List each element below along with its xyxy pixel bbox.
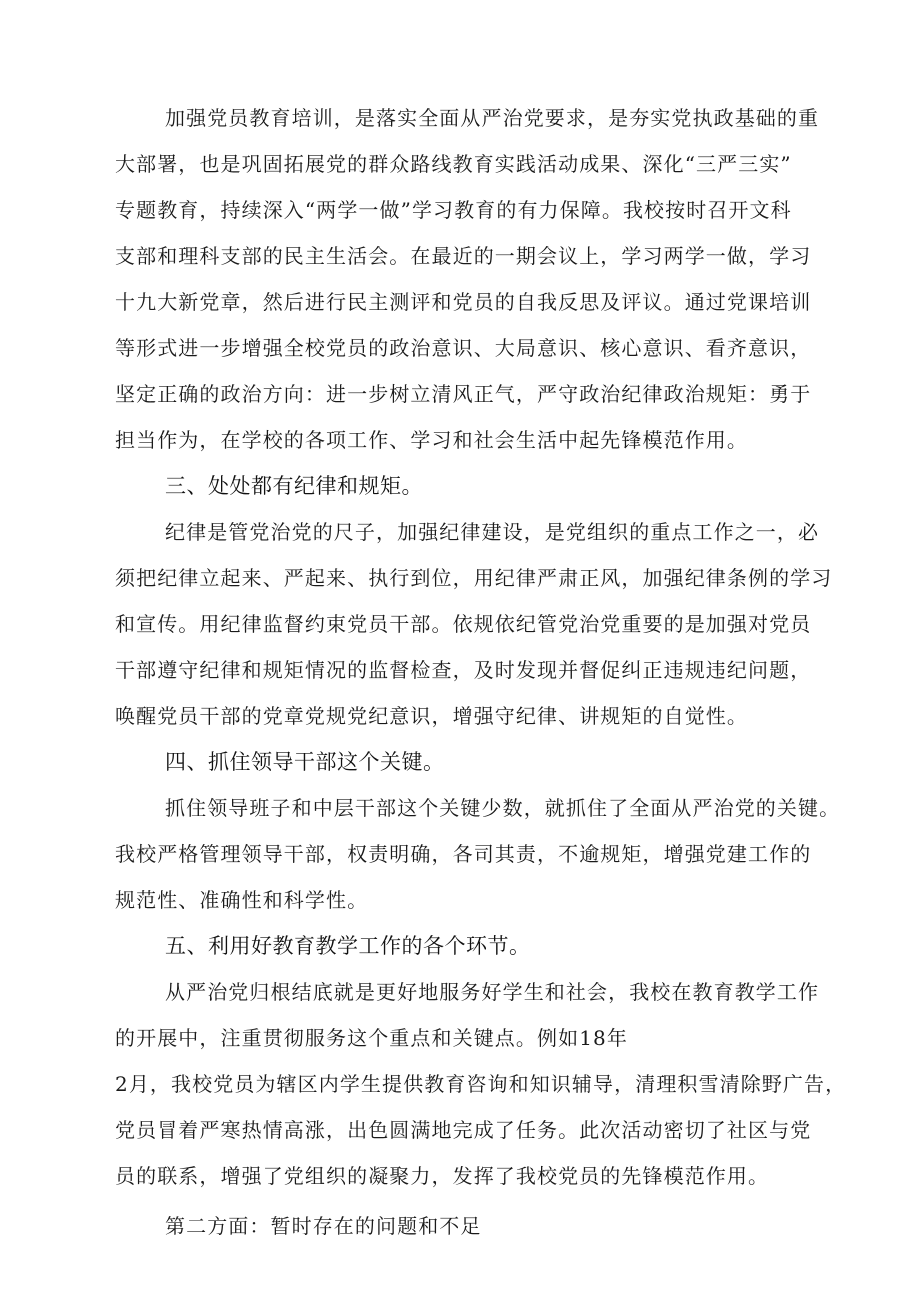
paragraph-line: 党员冒着严寒热情高涨，出色圆满地完成了任务。此次活动密切了社区与党 bbox=[115, 1118, 812, 1142]
paragraph-line: 须把纪律立起来、严起来、执行到位，用纪律严肃正风，加强纪律条例的学习 bbox=[115, 566, 833, 590]
paragraph-line: 唤醒党员干部的党章党规党纪意识，增强守纪律、讲规矩的自觉性。 bbox=[115, 704, 748, 728]
paragraph-line: 员的联系，增强了党组织的凝聚力，发挥了我校党员的先锋模范作用。 bbox=[115, 1164, 770, 1188]
paragraph-line: 专题教育，持续深入“两学一做”学习教育的有力保障。我校按时召开文科 bbox=[115, 198, 792, 222]
paragraph-line: 干部遵守纪律和规矩情况的监督检查，及时发现并督促纠正违规违纪问题， bbox=[115, 658, 812, 682]
section-heading: 四、抓住领导干部这个关键。 bbox=[165, 750, 445, 774]
paragraph-line: 等形式进一步增强全校党员的政治意识、大局意识、核心意识、看齐意识， bbox=[115, 336, 812, 360]
paragraph-line: 2月，我校党员为辖区内学生提供教育咨询和知识辅导，清理积雪清除野广告， bbox=[115, 1072, 847, 1096]
paragraph-line: 抓住领导班子和中层干部这个关键少数，就抓住了全面从严治党的关键。 bbox=[165, 796, 841, 820]
paragraph-line: 纪律是管党治党的尺子，加强纪律建设，是党组织的重点工作之一，必 bbox=[165, 520, 820, 544]
paragraph-line: 从严治党归根结底就是更好地服务好学生和社会，我校在教育教学工作 bbox=[165, 980, 820, 1004]
paragraph-line: 支部和理科支部的民主生活会。在最近的一期会议上，学习两学一做，学习 bbox=[115, 244, 812, 268]
paragraph-line: 十九大新党章，然后进行民主测评和党员的自我反思及评议。通过党课培训 bbox=[115, 290, 812, 314]
paragraph-line: 担当作为，在学校的各项工作、学习和社会生活中起先锋模范作用。 bbox=[115, 428, 748, 452]
section-heading: 五、利用好教育教学工作的各个环节。 bbox=[165, 934, 531, 958]
paragraph-line: 大部署，也是巩固拓展党的群众路线教育实践活动成果、深化“三严三实” bbox=[115, 152, 792, 176]
paragraph-line: 我校严格管理领导干部，权责明确，各司其责，不逾规矩，增强党建工作的 bbox=[115, 842, 812, 866]
paragraph-line: 和宣传。用纪律监督约束党员干部。依规依纪管党治党重要的是加强对党员 bbox=[115, 612, 812, 636]
paragraph-line: 加强党员教育培训，是落实全面从严治党要求，是夯实党执政基础的重 bbox=[165, 106, 820, 130]
section-heading: 三、处处都有纪律和规矩。 bbox=[165, 474, 423, 498]
section-title: 第二方面：暂时存在的问题和不足 bbox=[165, 1214, 482, 1238]
paragraph-line: 的开展中，注重贯彻服务这个重点和关键点。例如18年 bbox=[115, 1026, 628, 1050]
paragraph-line: 坚定正确的政治方向：进一步树立清风正气，严守政治纪律政治规矩：勇于 bbox=[115, 382, 812, 406]
paragraph-line: 规范性、准确性和科学性。 bbox=[115, 888, 369, 912]
